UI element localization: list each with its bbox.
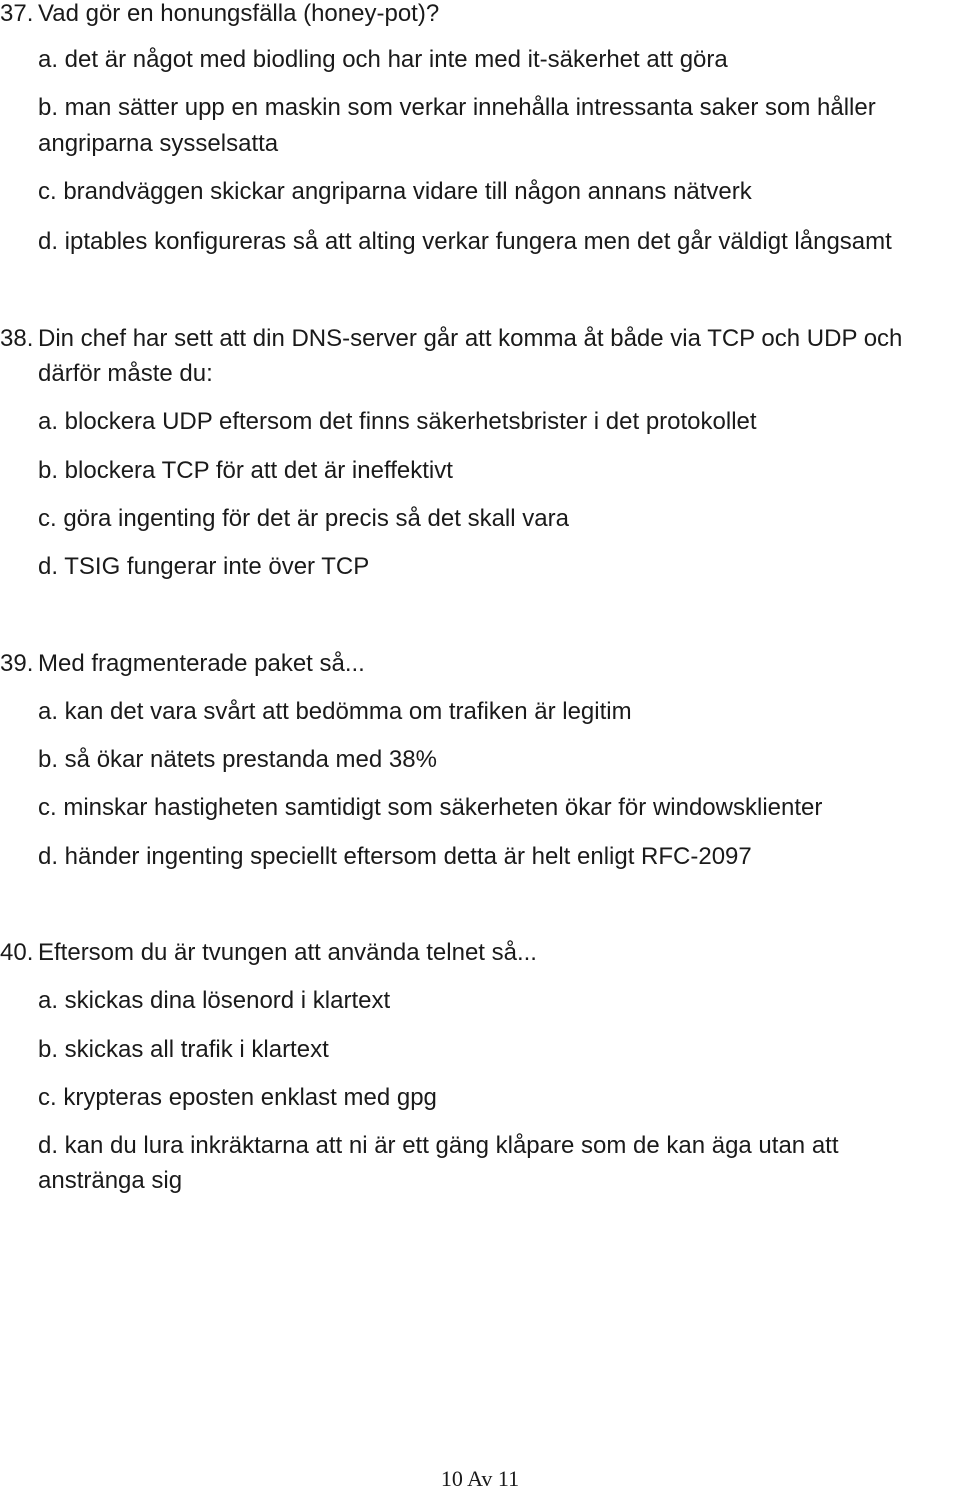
- answer-option-b: b. så ökar nätets prestanda med 38%: [38, 746, 437, 773]
- question-number: 38.: [0, 325, 34, 352]
- question-number: 40.: [0, 939, 34, 966]
- question-text: Vad gör en honungsfälla (honey-pot)?: [38, 0, 440, 27]
- answer-option-c: c. göra ingenting för det är precis så det skall vara: [38, 505, 569, 532]
- answer-option-a: a. det är något med biodling och har inte med it-säkerhet att göra: [38, 46, 728, 73]
- answer-option-c: c. minskar hastigheten samtidigt som säkerheten ökar för windowsklienter: [38, 794, 823, 821]
- answer-option-d: d. kan du lura inkräktarna att ni är ett gäng klåpare som de kan äga utan att: [38, 1132, 839, 1159]
- question-text-continued: därför måste du:: [38, 360, 213, 387]
- question-text: Eftersom du är tvungen att använda telnet så...: [38, 939, 537, 966]
- answer-option-b: b. man sätter upp en maskin som verkar innehålla intressanta saker som håller: [38, 94, 876, 121]
- question-text: Med fragmenterade paket så...: [38, 650, 365, 677]
- answer-option-d: d. händer ingenting speciellt eftersom detta är helt enligt RFC-2097: [38, 843, 752, 870]
- answer-option-d: d. TSIG fungerar inte över TCP: [38, 553, 370, 580]
- question-number: 37.: [0, 0, 34, 27]
- answer-option-a: a. skickas dina lösenord i klartext: [38, 987, 391, 1014]
- page-number: 10 Av 11: [440, 1466, 520, 1491]
- answer-option-b: b. skickas all trafik i klartext: [38, 1036, 329, 1063]
- answer-option-c: c. krypteras eposten enklast med gpg: [38, 1084, 437, 1111]
- answer-option-d: d. iptables konfigureras så att alting verkar fungera men det går väldigt långsamt: [38, 228, 892, 255]
- answer-option-d-continued: anstränga sig: [38, 1167, 183, 1194]
- answer-option-a: a. kan det vara svårt att bedömma om trafiken är legitim: [38, 698, 632, 725]
- answer-option-c: c. brandväggen skickar angriparna vidare till någon annans nätverk: [38, 178, 752, 205]
- question-text: Din chef har sett att din DNS-server går att komma åt både via TCP och UDP och: [38, 325, 903, 352]
- question-number: 39.: [0, 650, 34, 677]
- answer-option-b-continued: angriparna sysselsatta: [38, 130, 279, 157]
- answer-option-b: b. blockera TCP för att det är ineffektivt: [38, 457, 453, 484]
- answer-option-a: a. blockera UDP eftersom det finns säkerhetsbrister i det protokollet: [38, 408, 757, 435]
